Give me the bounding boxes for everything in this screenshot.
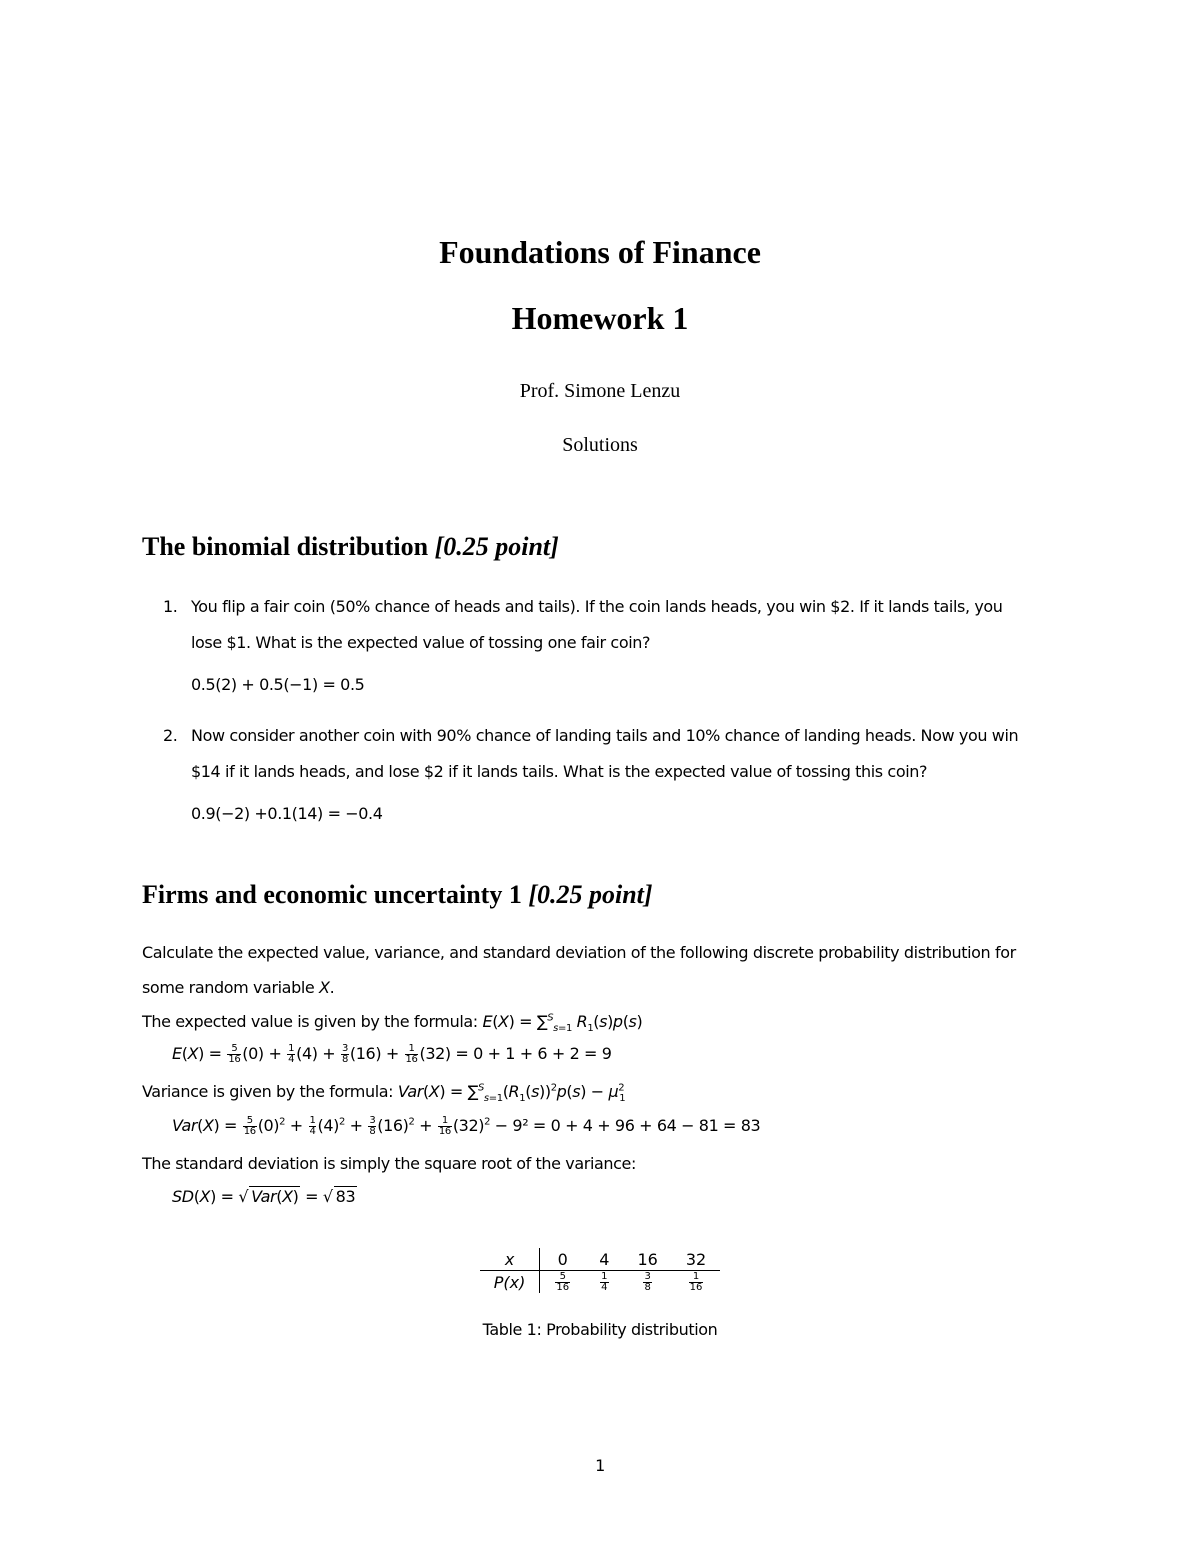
answer-equation: 0.5(2) + 0.5(−1) = 0.5	[191, 675, 365, 694]
section-points: [0.25 point]	[434, 532, 559, 561]
section-heading-text: The binomial distribution	[142, 532, 429, 561]
page-number: 1	[595, 1456, 605, 1475]
table-cell: 4	[585, 1248, 623, 1271]
section-heading-firms	[142, 880, 653, 910]
question-text: lose $1. What is the expected value of tossing one fair coin?	[191, 633, 651, 652]
table-caption: Table 1: Probability distribution	[482, 1320, 718, 1339]
document-title: Foundations of Finance	[439, 234, 761, 270]
table-cell: 0	[540, 1248, 585, 1271]
table-cell: 16	[624, 1248, 672, 1271]
question-number: 2.	[163, 726, 178, 745]
table-cell: $\frac{1}{4}$	[601, 1270, 608, 1293]
variance-calculation: Var(X) = $\frac{5}{16}$ $(0)^2$ + $\frac{1}{4}$ $(4)^2$ + $\frac{3}{8}$ $(16)^2$ + $\frac{1}{16}$ $(32)^2 - 9^2 = 0 + 4 + 96 + 64 - 81 = 83$	[172, 1115, 761, 1137]
solutions-label: Solutions	[562, 434, 638, 456]
document-subtitle: Homework 1	[511, 300, 689, 336]
question-text: You flip a fair coin (50% chance of heads and tails). If the coin lands heads, you win $2. If it lands tails, you	[191, 597, 1003, 616]
variance-formula: Variance is given by the formula: $Var(X) = \sum^S_{s=1}(R_1(s))^2p(s) - \mu^2_1$	[142, 1082, 626, 1105]
intro-text: some random variable X.	[142, 978, 335, 997]
section-points: [0.25 point]	[528, 880, 653, 909]
expected-value-formula: The expected value is given by the formula: E(X) = ∑$^S_{s=1}$ $R_1(s)p(s)$	[142, 1012, 643, 1035]
question-number: 1.	[163, 597, 178, 616]
section-heading-text: Firms and economic uncertainty 1	[142, 880, 522, 909]
table-cell: 32	[672, 1248, 720, 1271]
table-header-x: x	[480, 1248, 540, 1271]
sd-calculation: SD(X) = √ Var(X) = √ 83	[172, 1187, 356, 1206]
author: Prof. Simone Lenzu	[519, 380, 681, 402]
table-header-px: P(x)	[480, 1271, 540, 1294]
expected-value-calculation: E(X) = $\frac{5}{16}$ (0) + $\frac{1}{4}$ (4) + $\frac{3}{8}$ (16) + $\frac{1}{16}$ (32) = 0 + 1 + 6 + 2 = 9	[172, 1043, 612, 1065]
table-cell: $\frac{5}{16}$	[556, 1270, 570, 1293]
table-cell: $\frac{1}{16}$	[689, 1270, 703, 1293]
probability-table-wrapper	[0, 1248, 1200, 1293]
answer-equation: 0.9(−2) +0.1(14) = −0.4	[191, 804, 383, 823]
probability-table	[480, 1248, 720, 1293]
intro-text: Calculate the expected value, variance, and standard deviation of the following discrete probability distribution for	[142, 943, 1016, 962]
section-heading-binomial	[142, 532, 559, 562]
question-text: $14 if it lands heads, and lose $2 if it lands tails. What is the expected value of tossing this coin?	[191, 762, 928, 781]
question-text: Now consider another coin with 90% chance of landing tails and 10% chance of landing heads. Now you win	[191, 726, 1019, 745]
table-cell: $\frac{3}{8}$	[644, 1270, 651, 1293]
sd-text: The standard deviation is simply the square root of the variance:	[142, 1154, 636, 1173]
